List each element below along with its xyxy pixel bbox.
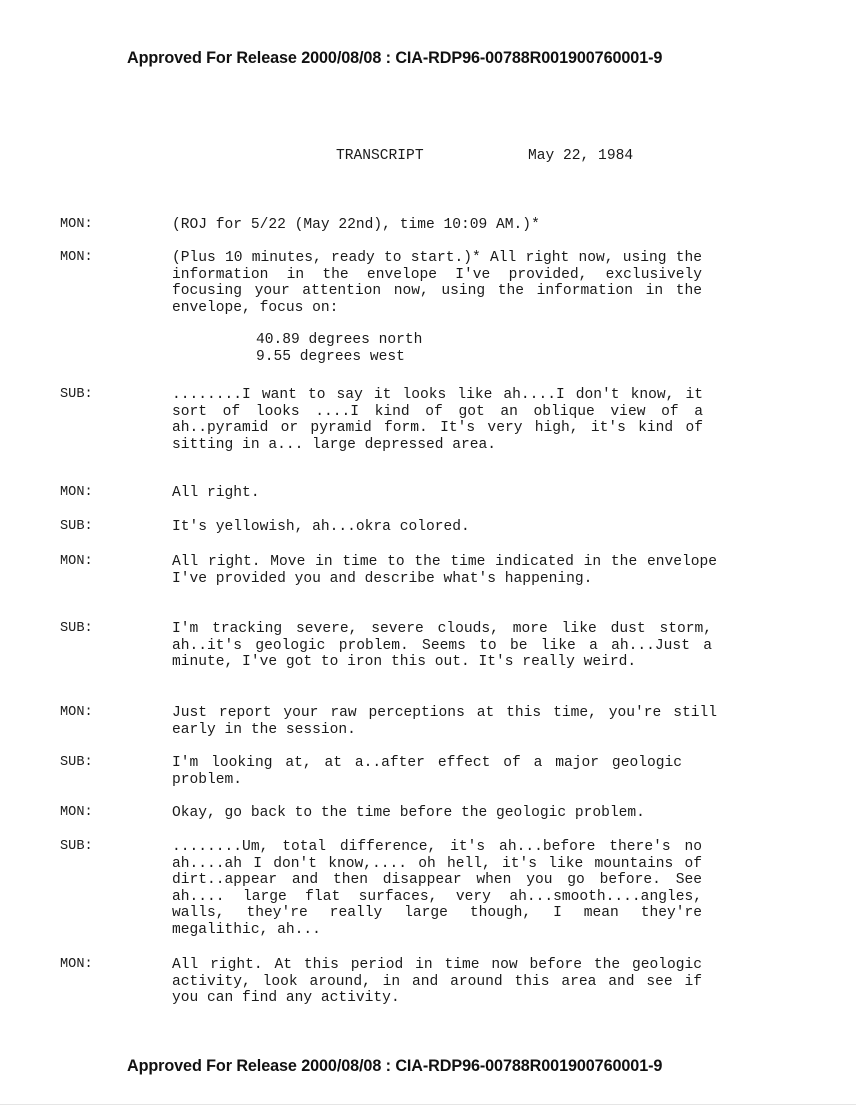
speaker-label: MON:	[60, 957, 93, 972]
entry-text: Just report your raw perceptions at this time, you're still early in the session.	[172, 705, 717, 738]
speaker-label: MON:	[60, 485, 93, 500]
entry-text: I'm looking at, at a..after effect of a major geologic problem.	[172, 755, 682, 788]
entry-text: It's yellowish, ah...okra colored.	[172, 519, 470, 535]
page-edge-divider	[0, 1104, 856, 1105]
speaker-label: MON:	[60, 705, 93, 720]
document-title: TRANSCRIPT	[336, 148, 424, 164]
speaker-label: MON:	[60, 805, 93, 820]
entry-text: ........I want to say it looks like ah....I don't know, it sort of looks ....I kind of got an oblique view of a ah..pyramid or pyramid form. It's very high, it's kind of sitting in a... large depressed area.	[172, 387, 703, 453]
speaker-label: MON:	[60, 250, 93, 265]
speaker-label: SUB:	[60, 621, 93, 636]
entry-text: All right. At this period in time now before the geologic activity, look around, in and around this area and see if you can find any activity.	[172, 957, 702, 1006]
speaker-label: SUB:	[60, 839, 93, 854]
speaker-label: SUB:	[60, 519, 93, 534]
entry-text: All right. Move in time to the time indicated in the envelope I've provided you and describe what's happening.	[172, 554, 717, 587]
entry-text: I'm tracking severe, severe clouds, more like dust storm, ah..it's geologic problem. Seems to be like a ah...Just a minute, I've got to iron this out. It's really weird.	[172, 621, 712, 670]
speaker-label: SUB:	[60, 755, 93, 770]
release-header: Approved For Release 2000/08/08 : CIA-RDP96-00788R001900760001-9	[127, 49, 663, 67]
speaker-label: MON:	[60, 217, 93, 232]
coordinates-block	[256, 332, 422, 365]
entry-text: ........Um, total difference, it's ah...before there's no ah....ah I don't know,.... oh hell, it's like mountains of dirt..appear and then disappear when you go before. See ah.... large flat surfaces, very ah...smooth....angles, walls, they're really large though, I mean they're megalithic, ah...	[172, 839, 702, 938]
coordinate-west: 9.55 degrees west	[256, 348, 405, 365]
entry-text: Okay, go back to the time before the geologic problem.	[172, 805, 645, 821]
speaker-label: MON:	[60, 554, 93, 569]
release-footer: Approved For Release 2000/08/08 : CIA-RDP96-00788R001900760001-9	[127, 1057, 663, 1075]
document-date: May 22, 1984	[528, 148, 634, 164]
coordinate-north: 40.89 degrees north	[256, 332, 423, 348]
entry-text: (ROJ for 5/22 (May 22nd), time 10:09 AM.)*	[172, 217, 540, 233]
entry-text: (Plus 10 minutes, ready to start.)* All right now, using the information in the envelope I've provided, exclusively focusing your attention now, using the information in the envelope, focus on:	[172, 250, 702, 316]
entry-text: All right.	[172, 485, 260, 501]
speaker-label: SUB:	[60, 387, 93, 402]
